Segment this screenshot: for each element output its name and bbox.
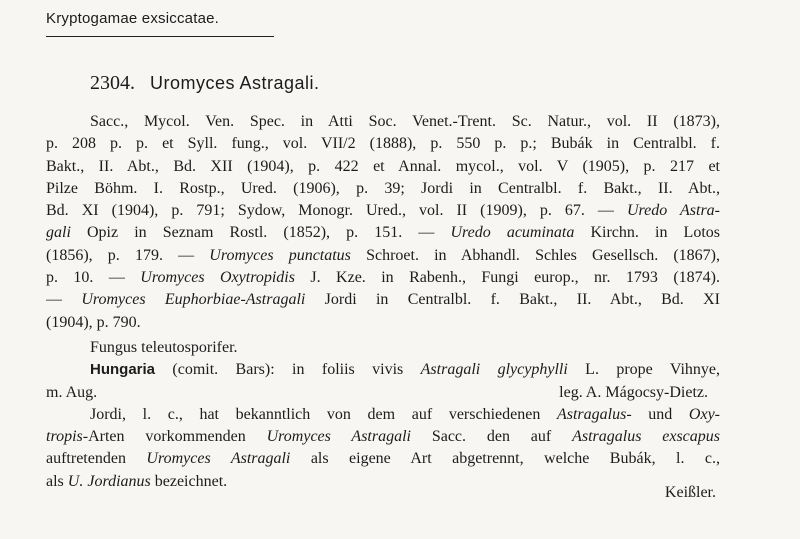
body-block (46, 337, 720, 504)
synonymy-line (46, 312, 720, 334)
series-header (46, 10, 274, 37)
synonymy-line (46, 178, 720, 200)
taxon-name: Astragalus exscapus (572, 428, 720, 446)
text-run: als eigene Art abgetrennt, welche Bubák, l. c., (290, 450, 720, 468)
synonymy-line (46, 267, 720, 289)
collector: leg. A. Mágocsy-Dietz. (559, 383, 708, 401)
text-run: Pilze Böhm. I. Rostp., Ured. (1906), p. 39; Jordi in Centralbl. f. Bakt., II. Abt., (46, 179, 720, 197)
text-run: (1904), p. 790. (46, 313, 141, 331)
synonymy-line (46, 245, 720, 267)
fungus-type: Fungus teleutosporifer. (90, 339, 238, 356)
taxon-name: Uromyces Oxytropidis (140, 269, 295, 287)
text-run: Opiz in Seznam Rostl. (1852), p. 151. — (70, 224, 451, 242)
text-run: - und (626, 405, 689, 423)
text-run: Sacc. den auf (411, 428, 573, 446)
text-run: Bakt., II. Abt., Bd. XII (1904), p. 422 et Annal. mycol., vol. V (1905), p. 217 et (46, 157, 720, 175)
text-run: Sacc., Mycol. Ven. Spec. in Atti Soc. Venet.-Trent. Sc. Natur., vol. II (1873), (90, 113, 720, 130)
text-run: (1856), p. 179. — (46, 246, 210, 264)
synonymy-line (46, 289, 720, 311)
taxon-name: tropis (46, 428, 83, 446)
taxon-name: Oxy- (688, 405, 720, 423)
text-run: — (46, 291, 82, 309)
text-run: bezeichnet. (150, 472, 228, 490)
text-run: Jordi in Centralbl. f. Bakt., II. Abt., Bd. XI (305, 291, 720, 309)
notes-line (46, 448, 720, 470)
taxon-name: Uromyces Astragali (146, 450, 291, 468)
entry-title (90, 72, 320, 95)
region-name: Hungaria (90, 361, 156, 379)
entry-number: 2304. (90, 72, 135, 94)
taxon-name: Uredo acuminata (450, 224, 575, 242)
text-run: -Arten vorkommenden (82, 428, 267, 446)
species-name: Uromyces Astragali. (150, 73, 320, 93)
text-run: p. 208 p. p. et Syll. fung., vol. VII/2 (1888), p. 550 p. p.; Bubák in Centralbl. f. (46, 135, 720, 153)
text-run: Kirchn. in Lotos (574, 224, 720, 242)
text-run: m. Aug. (46, 383, 98, 401)
taxon-name: Uromyces Euphorbiae-Astragali (81, 291, 306, 309)
text-run: L. prope Vihnye, (567, 361, 720, 379)
synonymy-line (46, 222, 720, 244)
synonymy-line (46, 156, 720, 178)
synonymy-block (46, 111, 720, 334)
taxon-name: Uromyces Astragali (266, 428, 411, 446)
notes (46, 404, 720, 493)
synonymy-line (46, 111, 720, 133)
text-run: als (46, 472, 68, 490)
text-run: Schroet. in Abhandl. Schles Gesellsch. (1867), (350, 246, 720, 264)
text-run: auftretenden (46, 450, 147, 468)
text-run: Jordi, l. c., hat bekanntlich von dem auf verschiedenen (90, 405, 557, 423)
taxon-name: Astragalus (556, 405, 627, 423)
locality-line (46, 359, 720, 381)
taxon-name: Astragali glycyphylli (420, 361, 568, 379)
text-run: Bd. XI (1904), p. 791; Sydow, Monogr. Ured., vol. II (1909), p. 67. — (46, 202, 627, 220)
text-run: (comit. Bars): in foliis vivis (155, 361, 421, 379)
author-signature: Keißler. (664, 484, 716, 502)
synonymy-line (46, 200, 720, 222)
taxon-name: Uromyces punctatus (209, 246, 351, 264)
taxon-name: U. Jordianus (67, 472, 151, 490)
series-title: Kryptogamae exsiccatae. (46, 10, 220, 27)
taxon-name: gali (46, 224, 71, 242)
notes-line (46, 404, 720, 426)
taxon-name: Uredo Astra- (626, 202, 720, 220)
notes-line (46, 426, 720, 448)
text-run: J. Kze. in Rabenh., Fungi europ., nr. 1793 (1874). (294, 269, 720, 287)
synonymy-line (46, 133, 720, 155)
text-run: p. 10. — (46, 269, 141, 287)
